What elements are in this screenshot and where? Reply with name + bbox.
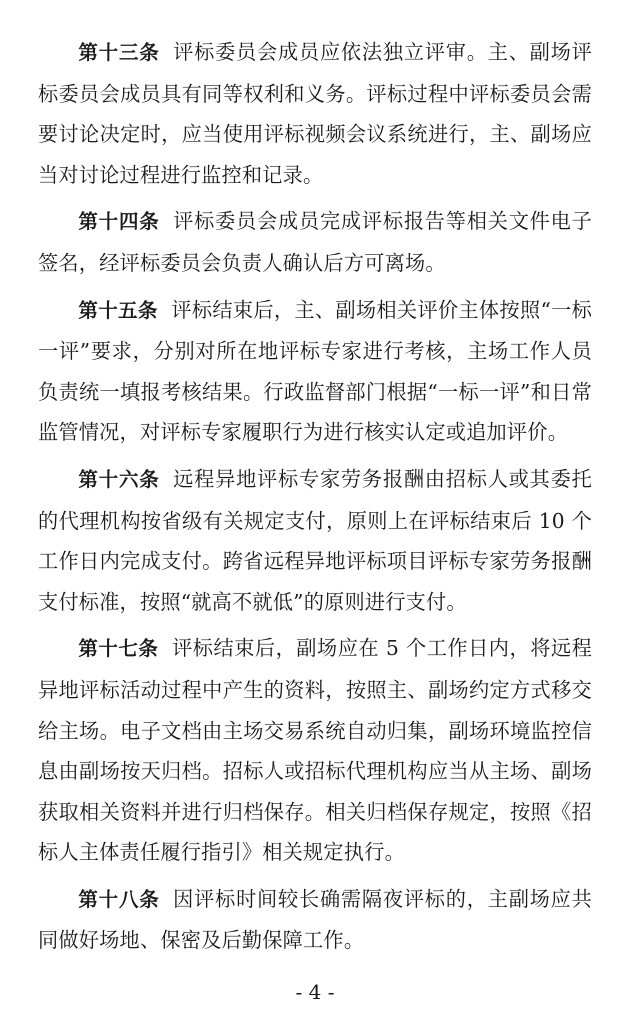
article-text: 评标结束后，主、副场相关评价主体按照“一标一评”要求，分别对所在地评标专家进行考核，主场工作人员负责统一填报考核结果。行政监督部门根据“一标一评”和日常监管情况，对评标专家履职行为进行核实认定或追加评价。 xyxy=(38,297,592,445)
article-text: 评标委员会成员应依法独立评审。主、副场评标委员会成员具有同等权利和义务。评标过程中评标委员会需要讨论决定时，应当使用评标视频会议系统进行，主、副场应当对讨论过程进行监控和记录。 xyxy=(38,40,592,187)
article-number: 第十五条 xyxy=(78,298,158,322)
article-text: 远程异地评标专家劳务报酬由招标人或其委托的代理机构按省级有关规定支付，原则上在评标结束后 10 个工作日内完成支付。跨省远程异地评标项目评标专家劳务报酬支付标准，按照“就高不就低”的原则进行支付。 xyxy=(38,466,592,614)
article-16 xyxy=(38,459,592,622)
article-text: 评标结束后，副场应在 5 个工作日内，将远程异地评标活动过程中产生的资料，按照主、副场约定方式移交给主场。电子文档由主场交易系统自动归集，副场环境监控信息由副场按天归档。招标人或招标代理机构应当从主场、副场获取相关资料并进行归档保存。相关归档保存规定，按照《招标人主体责任履行指引》相关规定执行。 xyxy=(38,636,592,865)
page-number: - 4 - xyxy=(295,980,335,1004)
article-14 xyxy=(38,201,592,283)
article-18 xyxy=(38,879,592,961)
article-number: 第十七条 xyxy=(78,637,159,661)
article-17 xyxy=(38,628,592,873)
article-13 xyxy=(38,32,592,195)
document-body xyxy=(38,32,592,967)
article-text: 因评标时间较长确需隔夜评标的，主副场应共同做好场地、保密及后勤保障工作。 xyxy=(38,886,592,953)
article-number: 第十八条 xyxy=(78,887,160,911)
article-number: 第十六条 xyxy=(78,467,160,491)
article-text: 评标委员会成员完成评标报告等相关文件电子签名，经评标委员会负责人确认后方可离场。 xyxy=(38,209,592,275)
article-number: 第十三条 xyxy=(78,41,160,64)
article-15 xyxy=(38,290,592,453)
article-number: 第十四条 xyxy=(78,210,160,234)
